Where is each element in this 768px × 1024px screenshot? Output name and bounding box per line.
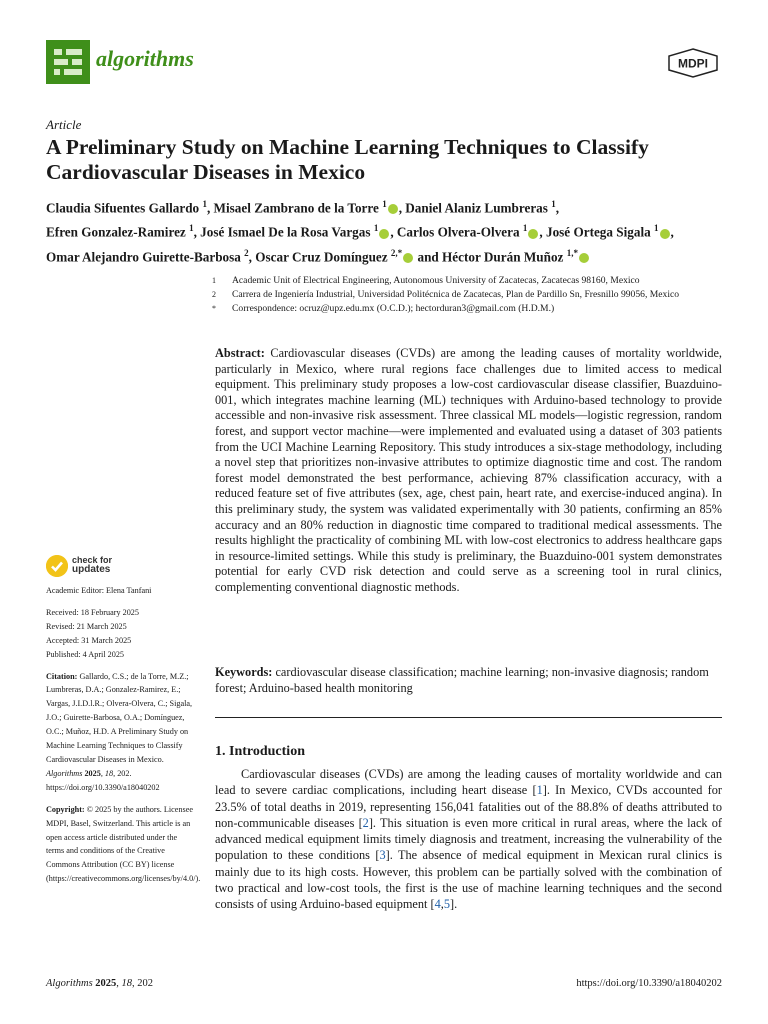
- affiliation-ref: 1: [654, 223, 659, 234]
- affiliation-number: *: [212, 304, 216, 313]
- mdpi-logo-icon[interactable]: [667, 48, 719, 78]
- abstract-label: Abstract:: [215, 346, 265, 360]
- received-date: Received: 18 February 2025: [46, 607, 139, 617]
- published-date: Published: 4 April 2025: [46, 649, 125, 659]
- body-text: Cardiovascular diseases (CVDs) are among the leading causes of mortality worldwide and can lead to severe cardiac complications, including heart disease [: [215, 767, 722, 798]
- affiliation-item: [212, 288, 722, 302]
- affiliation-item: [212, 274, 722, 288]
- author-name: Omar Alejandro Guirette-Barbosa: [46, 249, 241, 265]
- academic-editor: Academic Editor: Elena Tanfani: [46, 586, 152, 595]
- citation-label: Citation:: [46, 671, 78, 681]
- copyright-text: © 2025 by the authors. Licensee MDPI, Basel, Switzerland. This article is an open access article distributed under the terms and conditions of the Creative Commons Attribution (CC BY) license (https://creativecommons.org/licenses/by/4.0/).: [46, 804, 201, 884]
- author-name: Héctor Durán Muñoz: [442, 249, 564, 265]
- affiliation-number: 1: [212, 276, 216, 285]
- orcid-icon[interactable]: [379, 229, 389, 239]
- orcid-icon[interactable]: [660, 229, 670, 239]
- affiliation-number: 2: [212, 290, 216, 299]
- check-for-updates-icon: [46, 555, 68, 577]
- article-type: Article: [46, 117, 82, 132]
- citation-doi[interactable]: , 202. https://doi.org/10.3390/a18040202: [46, 768, 160, 792]
- journal-name[interactable]: algorithms: [96, 46, 194, 71]
- citation-text: Gallardo, C.S.; de la Torre, M.Z.; Lumbreras, D.A.; Gonzalez-Ramirez, E.; Vargas, J.I.D.l.R.; Olvera-Olvera, C.; Sigala, J.O.; Guirette-Barbosa, O.A.; Domínguez, O.C.; Muñoz, H.D. A Preliminary Study on Machine Learning Techniques to Classify Cardiovascular Diseases in Mexico.: [46, 671, 193, 764]
- abstract: [215, 346, 722, 596]
- author-name: Misael Zambrano de la Torre: [213, 200, 379, 216]
- citation-block: Citation: Gallardo, C.S.; de la Torre, M.Z.; Lumbreras, D.A.; Gonzalez-Ramirez, E.; Vargas, J.I.D.l.R.; Olvera-Olvera, C.; Sigala, J.O.; Guirette-Barbosa, O.A.; Domínguez, O.C.; Muñoz, H.D. A Preliminary Study on Machine Learning Techniques to Classify Cardiovascular Diseases in Mexico. Algorithms 2025, 18, 202. https://doi.org/10.3390/a18040202: [46, 671, 193, 792]
- author-list: Claudia Sifuentes Gallardo $^1$, Misael Zambrano de la Torre $^1$ , Daniel Alaniz Lumbreras $^1$, Efren Gonzalez-Ramirez $^1$, José Ismael De la Rosa Vargas $^1$ , Carlos Olvera-Olvera $^1$ , José Ortega Sigala $^1$ , Omar Alejandro Guirette-Barbosa $^2$, Oscar Cruz Domínguez $^{2,*}$ and Héctor Durán Muñoz $^{1,*}$: [46, 199, 674, 265]
- affiliation-ref: 2: [244, 247, 249, 258]
- orcid-icon[interactable]: [579, 253, 589, 263]
- check-for-updates-label: [72, 555, 112, 575]
- section-divider: [215, 717, 722, 718]
- citation-link[interactable]: 5: [443, 897, 450, 912]
- author-name: Carlos Olvera-Olvera: [396, 224, 520, 240]
- accepted-date: Accepted: 31 March 2025: [46, 635, 132, 645]
- author-name: Efren Gonzalez-Ramirez: [46, 224, 186, 240]
- check-line-2: updates: [72, 564, 111, 575]
- affiliation-ref: 1: [202, 199, 207, 209]
- intro-paragraph: [215, 766, 722, 913]
- keywords: [215, 665, 722, 696]
- abstract-text: Cardiovascular diseases (CVDs) are among the leading causes of mortality worldwide, particularly in Mexico, where rural regions face challenges due to limited access to medical equipment. This preliminary study proposes a low-cost cardiovascular disease classifier, Buazduino-001, which integrates machine learning (ML) techniques with Arduino-based technology to provide accessible and non-invasive risk assessment. Three classical ML models—logistic regression, random forest, and support vector machine—were implemented and evaluated using a dataset of 303 patients from the UCI Machine Learning Repository. This study introduces a six-stage methodology, including a novel step that prioritizes non-invasive attributes to optimize diagnostic time and cost. The random forest model demonstrated the best performance, achieving 87% classification accuracy, with a reduced feature set of five attributes (sex, age, chest pain, heart rate, and exercise-induced angina). In this preliminary study, the system was validated experimentally with 30 patients, confirming an 85% accuracy and an 80% reduction in diagnostic time compared to traditional medical assessments. The results highlight the practicality of combining ML with low-cost electronics to address healthcare gaps in resource-limited settings. While this study is preliminary, the Buazduino-001 system demonstrates potential for early CVD risk detection and could serve as a screening tool in rural clinics, complementing conventional diagnostic methods.: [215, 346, 722, 594]
- affiliation-ref: 2,*: [390, 247, 403, 258]
- body-text: ]. The absence of medical equipment in Mexican rural clinics is mainly due to its high costs. However, this problem can be partially solved with the combination of two practical and low-cost tools, the first is the use of machine learning techniques and the second consists of using Arduino-based equipment [: [215, 848, 722, 912]
- copyright-block: [46, 803, 201, 886]
- footer-journal: Algorithms: [46, 978, 93, 989]
- footer-citation: Algorithms 2025, 18, 202: [46, 978, 154, 989]
- body-text: ].: [450, 897, 458, 912]
- author-name: Claudia Sifuentes Gallardo: [46, 200, 200, 216]
- author-name: Daniel Alaniz Lumbreras: [405, 200, 548, 216]
- journal-logo-icon: [46, 40, 90, 84]
- author-name: José Ortega Sigala: [545, 224, 651, 240]
- citation-link[interactable]: 2: [362, 815, 369, 830]
- footer-page: , 202: [132, 978, 154, 989]
- keywords-label: Keywords:: [215, 665, 273, 679]
- affiliation-ref: 1: [373, 223, 379, 234]
- check-line-1: check for: [72, 555, 113, 565]
- citation-year: 2025: [84, 768, 101, 778]
- affiliation-ref: 1: [551, 199, 556, 209]
- affiliations: [212, 274, 722, 316]
- copyright-label: Copyright:: [46, 804, 85, 814]
- author-conjunction: and: [417, 249, 439, 265]
- author-name: Oscar Cruz Domínguez: [255, 249, 388, 265]
- body-text: ,: [440, 897, 444, 912]
- affiliation-ref: 1: [522, 223, 528, 234]
- revised-date: Revised: 21 March 2025: [46, 621, 127, 631]
- orcid-icon[interactable]: [403, 253, 413, 263]
- citation-link[interactable]: 1: [536, 783, 543, 798]
- orcid-icon[interactable]: [528, 229, 538, 239]
- author-name: José Ismael De la Rosa Vargas: [200, 224, 371, 240]
- affiliation-ref: 1,*: [566, 247, 578, 258]
- affiliation-item: [212, 302, 722, 316]
- body-text: ]. This situation is even more critical in rural areas, where the lack of advanced medical equipment limits timely diagnosis and treatment, increasing the vulnerability of the population to these conditions [: [215, 815, 722, 863]
- affiliation-ref: 1: [189, 223, 194, 234]
- publisher-name: MDPI: [678, 56, 708, 71]
- footer-year: 2025: [95, 978, 117, 989]
- article-title: A Preliminary Study on Machine Learning Techniques to Classify Cardiovascular Diseases in Mexico: [46, 135, 649, 184]
- body-text: ]. In Mexico, CVDs accounted for 23.5% of total deaths in 2019, representing 156,041 fatalities out of the 88.8% of deaths attributed to non-communicable diseases [: [215, 783, 722, 830]
- footer-volume: 18: [121, 978, 133, 989]
- correspondence-text: Correspondence: ocruz@upz.edu.mx (O.C.D.); hectorduran3@gmail.com (H.D.M.): [232, 303, 555, 314]
- section-heading: 1. Introduction: [215, 744, 305, 759]
- keywords-text: cardiovascular disease classification; machine learning; non-invasive diagnosis; random forest; Arduino-based health monitoring: [215, 665, 709, 695]
- citation-journal: Algorithms: [46, 768, 83, 778]
- article-info-sidebar: [46, 584, 201, 886]
- footer-doi-link[interactable]: https://doi.org/10.3390/a18040202: [576, 978, 722, 989]
- affiliation-text: Carrera de Ingeniería Industrial, Universidad Politécnica de Zacatecas, Plan de Pardillo Sn, Fresnillo 99056, Mexico: [232, 289, 680, 300]
- citation-link[interactable]: 4: [434, 897, 441, 912]
- check-for-updates-button[interactable]: [46, 553, 156, 579]
- citation-volume: 18: [104, 768, 114, 778]
- orcid-icon[interactable]: [388, 204, 398, 214]
- affiliation-ref: 1: [382, 199, 387, 209]
- citation-link[interactable]: 3: [379, 848, 386, 863]
- affiliation-text: Academic Unit of Electrical Engineering, Autonomous University of Zacatecas, Zacatecas 98160, Mexico: [232, 275, 640, 286]
